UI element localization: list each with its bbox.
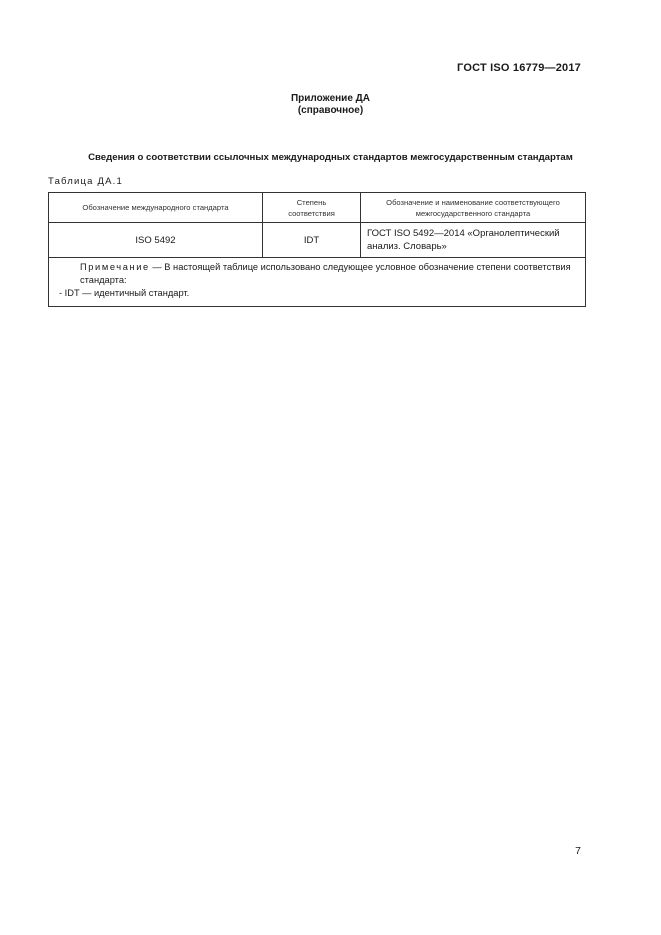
table-note-row xyxy=(49,258,586,307)
note-list-item: - IDT — идентичный стандарт. xyxy=(59,288,190,298)
annex-subtitle: (справочное) xyxy=(297,105,364,116)
note-paragraph xyxy=(55,261,581,287)
document-code: ГОСТ ISO 16779—2017 xyxy=(457,62,581,74)
page-number: 7 xyxy=(575,845,581,857)
note-text: — В настоящей таблице использовано следующее условное обозначение степени соответствия стандарта: xyxy=(80,262,571,285)
correspondence-table xyxy=(48,192,586,307)
annex-title: Приложение ДА xyxy=(290,93,371,104)
column-header-interstate-standard: Обозначение и наименование соответствующего межгосударственного стандарта xyxy=(361,193,586,223)
section-heading: Сведения о соответствии ссылочных международных стандартов межгосударственным стандартам xyxy=(88,152,573,163)
cell-intl-standard: ISO 5492 xyxy=(49,223,263,258)
table-note xyxy=(49,258,586,307)
table-caption: Таблица ДА.1 xyxy=(48,176,123,187)
note-label: Примечание xyxy=(80,262,150,272)
table-header-row xyxy=(49,193,586,223)
column-header-intl-standard: Обозначение международного стандарта xyxy=(49,193,263,223)
cell-degree: IDT xyxy=(263,223,361,258)
column-header-degree: Степень соответствия xyxy=(263,193,361,223)
cell-interstate-standard: ГОСТ ISO 5492—2014 «Органолептический анализ. Словарь» xyxy=(361,223,586,258)
table-row xyxy=(49,223,586,258)
